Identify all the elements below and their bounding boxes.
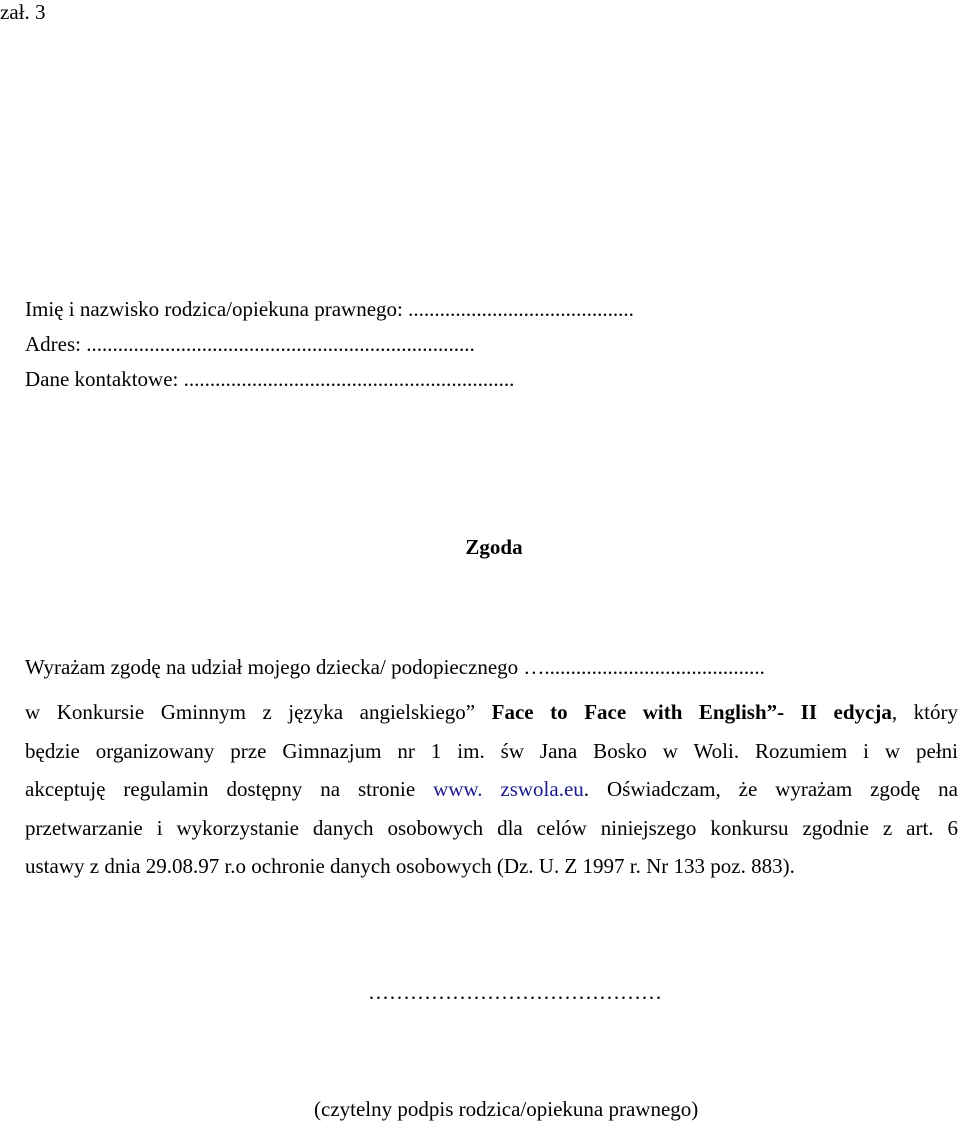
consent-line-6: ustawy z dnia 29.08.97 r.o ochronie danych osobowych (Dz. U. Z 1997 r. Nr 133 poz. 883). — [25, 854, 795, 879]
address-field: Adres: .......................................................................... — [25, 332, 475, 356]
consent-body — [25, 693, 958, 886]
competition-name: Face to Face with English”- II edycja — [491, 700, 892, 724]
parent-info-block — [25, 292, 634, 397]
rules-website-link[interactable]: www. zswola.eu — [433, 777, 584, 802]
signature-line: …………………………………… — [368, 980, 662, 1004]
consent-line-2 — [25, 693, 958, 732]
signature-caption: (czytelny podpis rodzica/opiekuna prawnego) — [314, 1097, 699, 1121]
document-title: Zgoda — [465, 535, 523, 559]
consent-line-4-end: . Oświadczam, że wyrażam zgodę na — [583, 777, 958, 802]
consent-line-2-end: , który — [891, 700, 958, 724]
contact-field: Dane kontaktowe: ............................................................... — [25, 367, 515, 391]
consent-line-4-text: akceptuję regulamin dostępny na stronie — [25, 777, 416, 802]
consent-line-4 — [25, 770, 958, 809]
consent-line-2-text: w Konkursie Gminnym z języka angielskiego” — [25, 700, 476, 724]
consent-line-5: przetwarzanie i wykorzystanie danych osobowych dla celów niniejszego konkursu zgodnie z art. 6 — [25, 815, 958, 840]
consent-intro-line: Wyrażam zgodę na udział mojego dziecka/ podopiecznego ….......................................... — [25, 655, 765, 679]
attachment-label: zał. 3 — [0, 0, 46, 24]
parent-name-field: Imię i nazwisko rodzica/opiekuna prawnego: ........................................... — [25, 297, 634, 321]
consent-line-3: będzie organizowany prze Gimnazjum nr 1 im. św Jana Bosko w Woli. Rozumiem i w pełni — [25, 738, 958, 763]
